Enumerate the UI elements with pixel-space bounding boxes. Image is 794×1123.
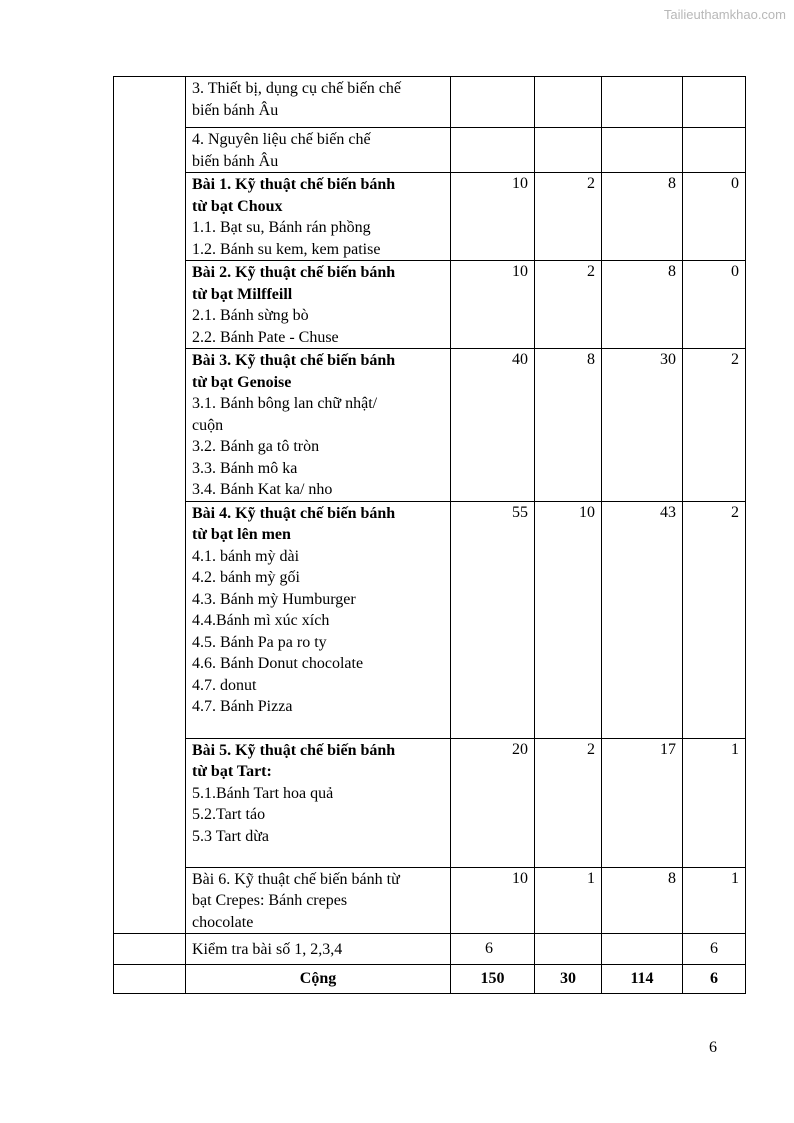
lesson-line: Bài 6. Kỹ thuật chế biến bánh từ [192,870,400,888]
total-hours-cell: 40 [451,349,535,502]
test-hours-cell: 2 [683,501,746,738]
test-hours-cell: 6 [683,934,746,965]
total-label: Cộng [186,965,451,994]
practice-hours-cell: 8 [602,261,683,349]
lesson-line: 3.3. Bánh mô ka [192,459,298,477]
theory-hours-cell: 30 [535,965,602,994]
exam-label: Kiểm tra bài số 1, 2,3,4 [186,934,451,965]
lesson-cell [186,867,451,934]
watermark: Tailieuthamkhao.com [663,7,786,22]
total-hours-cell: 55 [451,501,535,738]
lesson-line: 3.2. Bánh ga tô tròn [192,438,320,455]
lesson-cell [186,77,451,128]
total-hours-cell: 150 [451,965,535,994]
total-hours-cell: 20 [451,738,535,867]
lesson-line: 4.1. bánh mỳ dài [192,547,300,565]
lesson-line: 1.2. Bánh su kem, kem patise [192,240,381,258]
lesson-line: 4.4.Bánh mì xúc xích [192,612,330,629]
total-hours-cell [451,128,535,173]
theory-hours-cell [535,128,602,173]
lesson-line: 2.2. Bánh Pate - Chuse [192,328,339,346]
practice-hours-cell: 114 [602,965,683,994]
test-hours-cell: 2 [683,349,746,502]
lesson-cell [186,128,451,173]
test-hours-cell: 0 [683,261,746,349]
table-row [114,867,746,934]
test-hours-cell: 1 [683,867,746,934]
practice-hours-cell: 8 [602,173,683,261]
lesson-line: 1.1. Bạt su, Bánh rán phồng [192,219,371,236]
lesson-line: bạt Crepes: Bánh crepes [192,892,348,909]
table-row [114,738,746,867]
lesson-line: Bài 4. Kỹ thuật chế biến bánh [192,504,396,522]
table-row [114,77,746,128]
index-cell [114,77,186,934]
index-cell [114,934,186,965]
lesson-cell [186,173,451,261]
index-cell [114,965,186,994]
table-row [114,501,746,738]
total-hours-cell [451,77,535,128]
table-body [114,77,746,994]
table-row [114,349,746,502]
page-number: 6 [709,1039,717,1056]
total-hours-cell: 10 [451,867,535,934]
practice-hours-cell: 30 [602,349,683,502]
lesson-line: Bài 1. Kỹ thuật chế biến bánh [192,176,396,193]
lesson-line: từ bạt Genoise [192,373,292,391]
practice-hours-cell: 17 [602,738,683,867]
lesson-line: 4.7. donut [192,676,257,694]
lesson-cell [186,501,451,738]
total-hours-cell: 10 [451,173,535,261]
lesson-line: biến bánh Âu [192,101,279,119]
practice-hours-cell [602,934,683,965]
lesson-line: 4. Nguyên liệu chế biến chế [192,131,371,148]
table-row [114,173,746,261]
lesson-line: chocolate [192,913,254,931]
exam-row [114,934,746,965]
theory-hours-cell: 2 [535,738,602,867]
lesson-line: 4.7. Bánh Pizza [192,698,293,715]
lesson-line: 4.5. Bánh Pa pa ro ty [192,633,327,651]
lesson-line: cuộn [192,416,224,434]
test-hours-cell: 6 [683,965,746,994]
theory-hours-cell: 2 [535,173,602,261]
lesson-line: 2.1. Bánh sừng bò [192,307,309,324]
lesson-cell [186,261,451,349]
theory-hours-cell [535,934,602,965]
theory-hours-cell: 10 [535,501,602,738]
practice-hours-cell [602,128,683,173]
theory-hours-cell: 8 [535,349,602,502]
table-row [114,261,746,349]
lesson-cell [186,738,451,867]
lesson-line: 4.6. Bánh Donut chocolate [192,655,364,672]
lesson-line: Bài 3. Kỹ thuật chế biến bánh [192,352,396,369]
total-hours-cell: 6 [451,934,535,965]
lesson-cell [186,349,451,502]
curriculum-table [113,76,746,994]
theory-hours-cell: 2 [535,261,602,349]
test-hours-cell: 1 [683,738,746,867]
practice-hours-cell: 43 [602,501,683,738]
lesson-line: 3. Thiết bị, dụng cụ chế biến chế [192,80,401,97]
theory-hours-cell: 1 [535,867,602,934]
lesson-line: 4.2. bánh mỳ gối [192,569,300,586]
practice-hours-cell [602,77,683,128]
lesson-line: từ bạt Choux [192,197,283,215]
lesson-line: từ bạt lên men [192,526,291,543]
lesson-line: biến bánh Âu [192,152,279,170]
lesson-line: 3.4. Bánh Kat ka/ nho [192,481,333,498]
lesson-line: từ bạt Milffeill [192,285,293,303]
lesson-line: 3.1. Bánh bông lan chữ nhật/ [192,395,378,412]
lesson-line: 5.3 Tart dừa [192,827,270,845]
table-row [114,128,746,173]
test-hours-cell [683,77,746,128]
lesson-line: 4.3. Bánh mỳ Humburger [192,590,356,608]
total-row [114,965,746,994]
test-hours-cell [683,128,746,173]
theory-hours-cell [535,77,602,128]
lesson-line: Bài 2. Kỹ thuật chế biến bánh [192,264,396,281]
lesson-line: 5.2.Tart táo [192,806,266,823]
lesson-line: từ bạt Tart: [192,763,272,780]
test-hours-cell: 0 [683,173,746,261]
practice-hours-cell: 8 [602,867,683,934]
lesson-line: Bài 5. Kỹ thuật chế biến bánh [192,741,396,759]
lesson-line: 5.1.Bánh Tart hoa quả [192,784,334,802]
total-hours-cell: 10 [451,261,535,349]
